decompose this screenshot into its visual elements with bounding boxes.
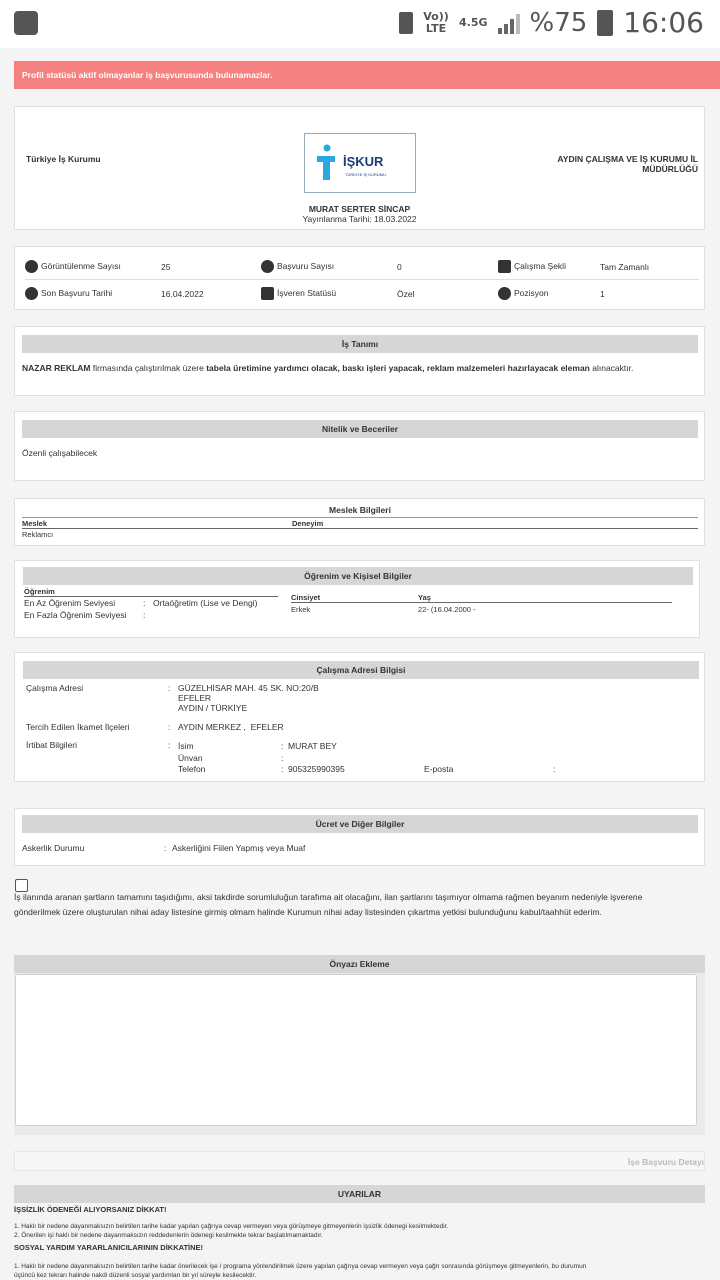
- contact-name-colon: :: [281, 741, 284, 751]
- profession-header-line: [22, 528, 698, 529]
- gender-label: Cinsiyet: [291, 593, 321, 602]
- applications-value: 0: [397, 262, 402, 272]
- employer-name: MURAT SERTER SİNCAP: [308, 204, 411, 214]
- profile-alert: Profil statüsü aktif olmayanlar iş başvurusunda bulunamazlar.: [14, 61, 720, 89]
- gender-value: Erkek: [291, 605, 311, 614]
- warning-heading-1: İŞSİZLİK ÖDENEĞİ ALIYORSANIZ DİKKAT!: [14, 1205, 167, 1214]
- position-label: Pozisyon: [514, 287, 549, 298]
- min-education-label: En Az Öğrenim Seviyesi: [24, 598, 116, 608]
- tag-icon: [261, 287, 274, 300]
- cover-letter-title: Önyazı Ekleme: [14, 955, 705, 973]
- logo-text: İŞKUR: [343, 154, 384, 169]
- age-label: Yaş: [418, 593, 431, 602]
- header-panel: [14, 106, 705, 230]
- user-icon: [25, 260, 38, 273]
- job-description-title: İş Tanımı: [22, 335, 698, 353]
- stats-panel: [14, 246, 705, 310]
- views-value: 25: [161, 262, 171, 272]
- address-line-1: GÜZELHİSAR MAH. 45 SK. NO:20/B: [178, 683, 319, 693]
- work-address-colon: :: [168, 683, 171, 693]
- warning-p3: 1. Haklı bir nedene dayanmaksızın belirtilen tarihe kadar önerilecek işe / programa yönlendirilmek üzere yapılan çağrıya cevap vermeyen veya çağrı sonrasında görüşmeye gitmeyenlerin, bu durumun: [14, 1263, 587, 1270]
- regional-office-line1: AYDIN ÇALIŞMA VE İŞ KURUMU İL: [557, 154, 698, 164]
- max-education-colon: :: [143, 610, 146, 620]
- work-type-value: Tam Zamanlı: [600, 262, 650, 272]
- consent-text-2: gönderilmek üzere oluşturulan nihai aday listesine girmiş olmam halinde Kurumun nihai aday listesinden çıkartma yetkisi bulunduğunu kabul/taahhüt ederim.: [14, 907, 602, 917]
- profession-value: Reklamcı: [22, 530, 54, 539]
- job-duties: tabela üretimine yardımcı olacak, baskı işleri yapacak, reklam malzemeleri hazırlayacak eleman: [206, 363, 590, 373]
- contact-colon: :: [168, 740, 171, 750]
- military-status-colon: :: [164, 843, 167, 853]
- consent-text-1: İş ilanında aranan şartların tamamını taşıdığımı, aksi takdirde sorumluluğun tarafıma ait olacağını, ilan şartlarını taşımıyor olmama rağmen beyanım nedeniyle işverene: [14, 892, 643, 902]
- employer-status-stat: [261, 287, 336, 300]
- warning-p4: üçüncü kez tekrarı halinde nakdi düzenli sosyal yardımları bir yıl süreyle kesilecektir.: [14, 1272, 257, 1279]
- applications-stat: [261, 260, 334, 273]
- wifi-icon: [14, 11, 38, 35]
- profession-panel: [14, 498, 705, 546]
- warning-heading-2: SOSYAL YARDIM YARARLANICILARININ DİKKATİNE!: [14, 1243, 204, 1252]
- profession-col-occupation: Meslek: [22, 519, 48, 528]
- job-description-text: [22, 363, 698, 373]
- check-circle-icon: [261, 260, 274, 273]
- employer-status-label: İşveren Statüsü: [277, 287, 337, 298]
- other-info-title: Ücret ve Diğer Bilgiler: [22, 815, 698, 833]
- status-bar: [0, 0, 720, 48]
- position-value: 1: [600, 289, 605, 299]
- work-type-stat: [498, 260, 566, 273]
- deadline-stat: [25, 287, 112, 300]
- contact-phone-label: Telefon: [178, 764, 206, 774]
- contact-title-label: Ünvan: [178, 753, 203, 763]
- applications-label: Başvuru Sayısı: [277, 260, 335, 271]
- company-name: NAZAR REKLAM: [22, 363, 91, 373]
- preferred-districts-colon: :: [168, 722, 171, 732]
- education-title: Öğrenim ve Kişisel Bilgiler: [23, 567, 693, 585]
- user-icon: [498, 287, 511, 300]
- education-rule: [24, 596, 278, 597]
- deadline-value: 16.04.2022: [161, 289, 204, 299]
- battery-level: %75: [529, 7, 588, 38]
- warning-p1: 1. Haklı bir nedene dayanmaksızın belirtilen tarihe kadar yapılan çağrıya cevap vermeyen veya görüşmeye gitmeyenlerin işsizlik ödenegi kesilmektedir.: [14, 1223, 449, 1230]
- iskur-logo-icon: [317, 144, 335, 182]
- job-text-3: alınacaktır.: [589, 363, 634, 373]
- cover-letter-textarea[interactable]: [15, 974, 697, 1126]
- max-education-label: En Fazla Öğrenim Seviyesi: [24, 610, 127, 620]
- profession-title: Meslek Bilgileri: [329, 505, 391, 515]
- deadline-label: Son Başvuru Tarihi: [41, 287, 113, 298]
- views-label: Görüntülenme Sayısı: [41, 260, 121, 271]
- consent-checkbox[interactable]: [15, 879, 28, 892]
- stats-divider: [25, 279, 699, 280]
- clock-icon: [25, 287, 38, 300]
- warning-p2: 2. Önerilen işi haklı bir nedene dayanmaksızın reddedenlerin ödenegi kesilmekte tekrar başlatılmamaktadır.: [14, 1232, 323, 1239]
- contact-name-label: İsim: [178, 741, 194, 751]
- work-address-label: Çalışma Adresi: [26, 683, 84, 693]
- contact-phone-value[interactable]: 905325990395: [288, 764, 345, 774]
- briefcase-icon: [498, 260, 511, 273]
- published-date: Yayınlanma Tarihi: 18.03.2022: [302, 214, 417, 224]
- institution-name: Türkiye İş Kurumu: [26, 154, 101, 164]
- min-education-colon: :: [143, 598, 146, 608]
- battery-icon: [597, 10, 613, 36]
- battery-saver-icon: [399, 12, 413, 34]
- profession-rule: [22, 517, 698, 518]
- address-line-2: EFELER: [178, 693, 212, 703]
- job-posting-page: [0, 48, 720, 1280]
- military-status-label: Askerlik Durumu: [22, 843, 85, 853]
- min-education-value: Ortaöğretim (Lise ve Dengi): [153, 598, 258, 608]
- contact-title-colon: :: [281, 753, 284, 763]
- age-value: 22- (16.04.2000 -: [418, 605, 476, 614]
- contact-phone-colon: :: [281, 764, 284, 774]
- warnings-title: UYARILAR: [14, 1185, 705, 1203]
- clock: 16:06: [623, 6, 704, 39]
- address-line-3: AYDIN / TÜRKİYE: [178, 703, 248, 713]
- personal-header-line: [291, 602, 672, 603]
- network-type: 4.5G: [458, 15, 488, 29]
- skills-title: Nitelik ve Beceriler: [22, 420, 698, 438]
- skills-panel: [14, 411, 705, 481]
- contact-name-value: MURAT BEY: [288, 741, 337, 751]
- work-type-label: Çalışma Şekli: [514, 260, 566, 271]
- address-panel: [14, 652, 705, 782]
- skills-text: Özenli çalışabilecek: [22, 448, 98, 458]
- address-title: Çalışma Adresi Bilgisi: [23, 661, 699, 679]
- military-status-value: Askerliğini Fiilen Yapmış veya Muaf: [172, 843, 306, 853]
- logo-subtitle: TÜRKİYE İŞ KURUMU: [345, 172, 386, 177]
- views-stat: [25, 260, 121, 273]
- other-info-panel: [14, 808, 705, 866]
- education-subtitle: Öğrenim: [24, 587, 55, 596]
- profession-col-experience: Deneyim: [292, 519, 324, 528]
- education-panel: [14, 560, 700, 638]
- preferred-districts-label: Tercih Edilen İkamet İlçeleri: [26, 722, 130, 732]
- apply-detail-bar: [14, 1151, 705, 1171]
- position-stat: [498, 287, 549, 300]
- iskur-logo: [304, 133, 416, 193]
- job-text-1: firmasında çalıştırılmak üzere: [90, 363, 207, 373]
- contact-label: İrtibat Bilgileri: [26, 740, 78, 750]
- regional-office-line2: MÜDÜRLÜĞÜ: [642, 164, 698, 174]
- signal-icon: [498, 12, 520, 34]
- contact-email-label: E-posta: [424, 764, 454, 774]
- network-indicator: Vo)) LTE: [423, 9, 449, 35]
- job-description-panel: [14, 326, 705, 396]
- contact-email-colon: :: [553, 764, 556, 774]
- preferred-districts-value: AYDIN MERKEZ , EFELER: [178, 722, 284, 732]
- employer-status-value: Özel: [397, 289, 415, 299]
- apply-detail-link[interactable]: İşe Başvuru Detayı: [627, 1157, 704, 1167]
